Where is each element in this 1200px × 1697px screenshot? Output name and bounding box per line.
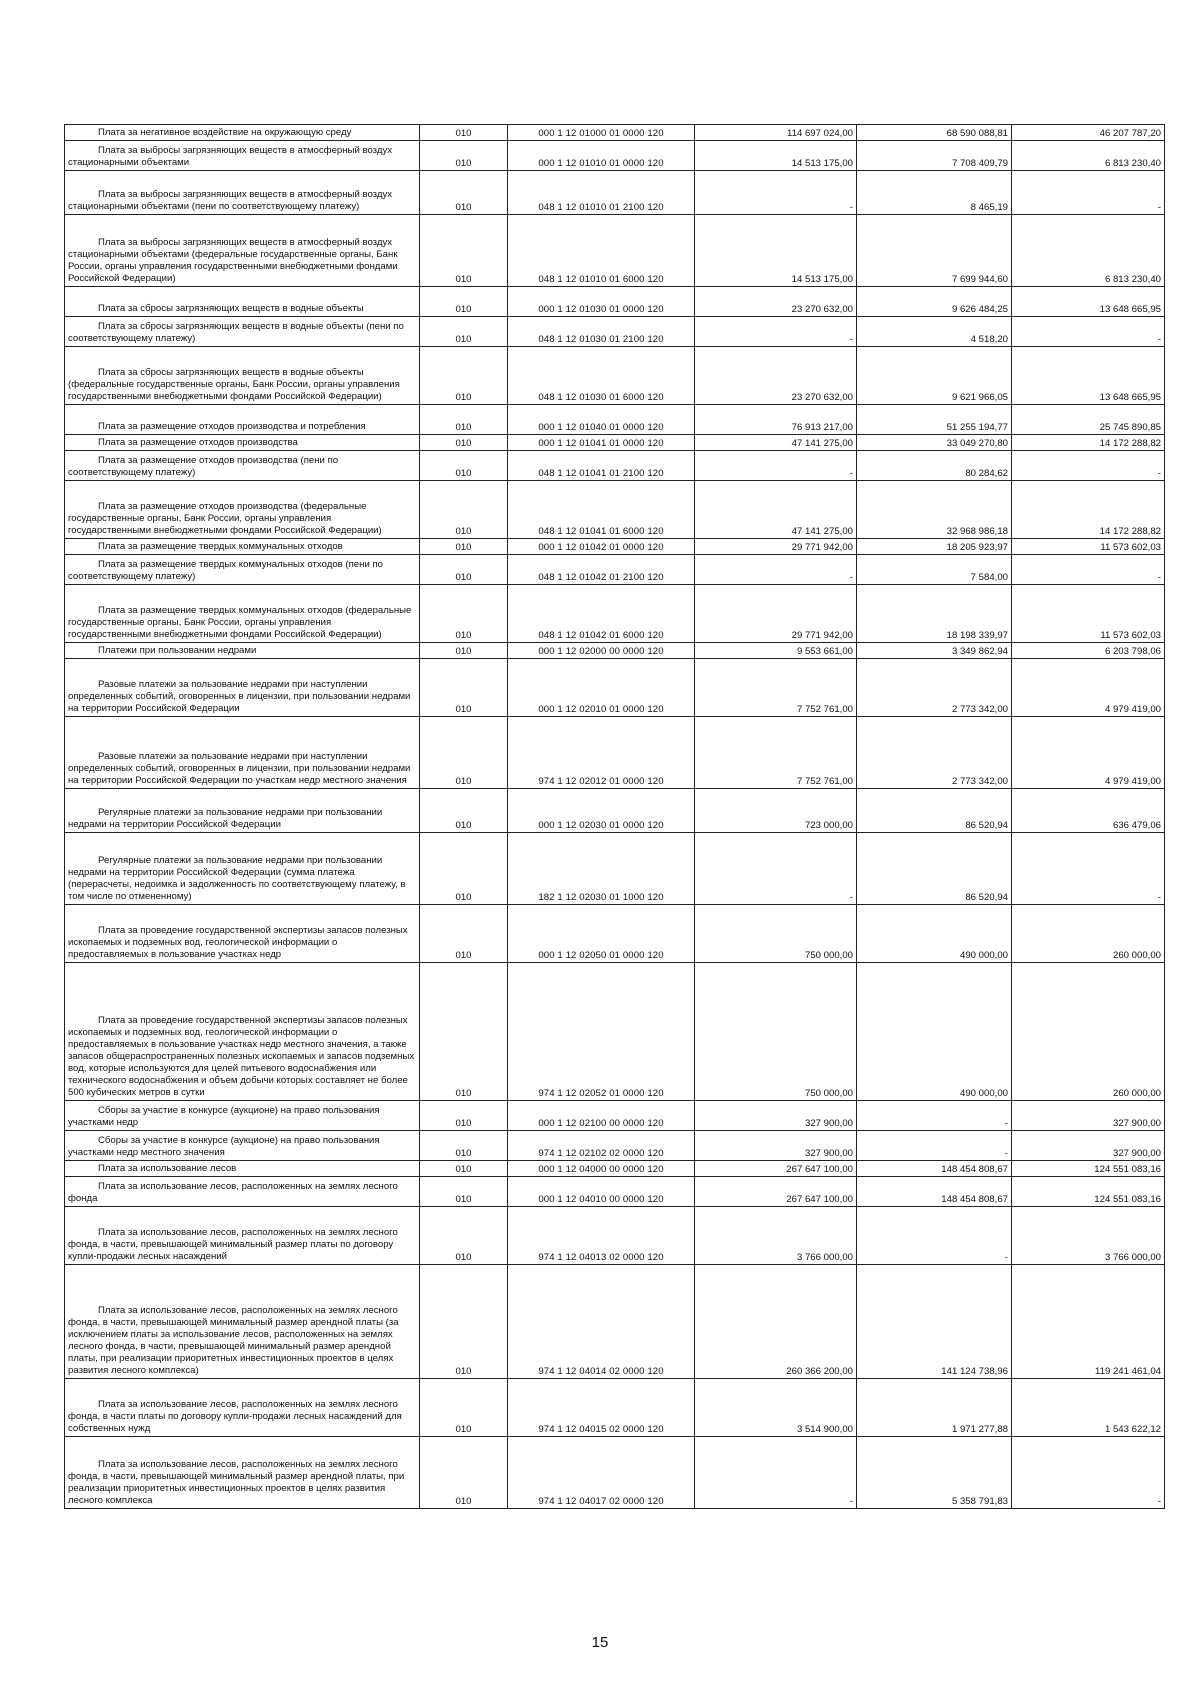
row-name-text: Регулярные платежи за пользование недрами при пользовании недрами на территории Российской Федерации (сумма платежа (перерасчеты, недоимка и задолженность по соответствующему платежу, в том числе по отмененному) (68, 855, 406, 902)
row-executed-amount: 7 584,00 (857, 555, 1012, 585)
row-name (65, 539, 420, 555)
table-row (65, 141, 1165, 171)
row-kbk: 000 1 12 01042 01 0000 120 (508, 539, 695, 555)
row-code: 010 (420, 833, 508, 905)
row-name (65, 555, 420, 585)
table-row (65, 125, 1165, 141)
row-approved-amount: 29 771 942,00 (695, 585, 857, 643)
row-name (65, 789, 420, 833)
row-name-text: Плата за проведение государственной экспертизы запасов полезных ископаемых и подземных вод, геологической информации о предоставляемых в пользование участках недр местного значения, а также запасов общераспространенных полезных ископаемых и запасов подземных вод, которые используются для целей питьевого водоснабжения или технического водоснабжения и объем добычи которых составляет не более 500 кубических метров в сутки (68, 1015, 415, 1098)
row-executed-amount: - (857, 1131, 1012, 1161)
row-approved-amount: 327 900,00 (695, 1131, 857, 1161)
table-row (65, 317, 1165, 347)
row-kbk: 048 1 12 01041 01 2100 120 (508, 451, 695, 481)
row-approved-amount: - (695, 171, 857, 215)
table-row (65, 451, 1165, 481)
table-row (65, 659, 1165, 717)
row-unexecuted-amount: 25 745 890,85 (1012, 405, 1165, 435)
row-kbk: 000 1 12 02050 01 0000 120 (508, 905, 695, 963)
row-unexecuted-amount: 46 207 787,20 (1012, 125, 1165, 141)
row-code: 010 (420, 659, 508, 717)
row-unexecuted-amount: 14 172 288,82 (1012, 435, 1165, 451)
row-kbk: 974 1 12 04015 02 0000 120 (508, 1379, 695, 1437)
row-kbk: 974 1 12 04014 02 0000 120 (508, 1265, 695, 1379)
row-unexecuted-amount: 124 551 083,16 (1012, 1161, 1165, 1177)
row-kbk: 048 1 12 01042 01 2100 120 (508, 555, 695, 585)
row-name-text: Плата за выбросы загрязняющих веществ в атмосферный воздух стационарными объектами (68, 145, 393, 168)
row-executed-amount: 86 520,94 (857, 789, 1012, 833)
row-code: 010 (420, 1101, 508, 1131)
row-approved-amount: - (695, 451, 857, 481)
row-name (65, 287, 420, 317)
table-row (65, 1177, 1165, 1207)
row-unexecuted-amount: 260 000,00 (1012, 905, 1165, 963)
row-code: 010 (420, 435, 508, 451)
row-executed-amount: - (857, 1207, 1012, 1265)
row-kbk: 000 1 12 01040 01 0000 120 (508, 405, 695, 435)
row-executed-amount: 68 590 088,81 (857, 125, 1012, 141)
row-code: 010 (420, 963, 508, 1101)
row-kbk: 000 1 12 02030 01 0000 120 (508, 789, 695, 833)
row-approved-amount: 47 141 275,00 (695, 435, 857, 451)
row-kbk: 974 1 12 02102 02 0000 120 (508, 1131, 695, 1161)
table-row (65, 1379, 1165, 1437)
row-kbk: 000 1 12 04010 00 0000 120 (508, 1177, 695, 1207)
table-row (65, 1207, 1165, 1265)
row-name (65, 317, 420, 347)
row-name-text: Регулярные платежи за пользование недрами при пользовании недрами на территории Российской Федерации (68, 807, 383, 830)
row-approved-amount: 267 647 100,00 (695, 1177, 857, 1207)
row-name (65, 125, 420, 141)
row-name (65, 435, 420, 451)
row-code: 010 (420, 539, 508, 555)
table-row (65, 171, 1165, 215)
row-code: 010 (420, 789, 508, 833)
row-approved-amount: 114 697 024,00 (695, 125, 857, 141)
row-unexecuted-amount: 14 172 288,82 (1012, 481, 1165, 539)
row-approved-amount: - (695, 555, 857, 585)
row-name (65, 171, 420, 215)
row-name-text: Плата за использование лесов, расположенных на землях лесного фонда, в части, превышающей минимальный размер арендной платы (за исключением платы за использование лесов, расположенных на землях лесного фонда, в части, превышающей минимальный размер арендной платы, при реализации приоритетных инвестиционных проектов в целях развития лесного комплекса) (68, 1305, 399, 1376)
row-unexecuted-amount: 4 979 419,00 (1012, 717, 1165, 789)
row-name (65, 1131, 420, 1161)
row-name-text: Плата за размещение отходов производства (98, 437, 298, 448)
table-row (65, 405, 1165, 435)
row-executed-amount: 7 699 944,60 (857, 215, 1012, 287)
row-code: 010 (420, 405, 508, 435)
row-approved-amount: 3 514 900,00 (695, 1379, 857, 1437)
row-executed-amount: - (857, 1101, 1012, 1131)
row-unexecuted-amount: - (1012, 833, 1165, 905)
row-executed-amount: 2 773 342,00 (857, 717, 1012, 789)
row-name (65, 643, 420, 659)
row-unexecuted-amount: 327 900,00 (1012, 1131, 1165, 1161)
row-unexecuted-amount: - (1012, 171, 1165, 215)
row-name-text: Сборы за участие в конкурсе (аукционе) на право пользования участками недр (68, 1105, 380, 1128)
row-approved-amount: 23 270 632,00 (695, 287, 857, 317)
row-approved-amount: 750 000,00 (695, 905, 857, 963)
row-name-text: Платежи при пользовании недрами (98, 645, 257, 656)
row-executed-amount: 490 000,00 (857, 905, 1012, 963)
row-name-text: Плата за использование лесов, расположенных на землях лесного фонда, в части платы по договору купли-продажи лесных насаждений для собственных нужд (68, 1399, 402, 1434)
revenue-table (64, 124, 1165, 1509)
row-unexecuted-amount: 1 543 622,12 (1012, 1379, 1165, 1437)
row-executed-amount: 3 349 862,94 (857, 643, 1012, 659)
row-code: 010 (420, 1437, 508, 1509)
row-unexecuted-amount: 6 813 230,40 (1012, 215, 1165, 287)
row-kbk: 048 1 12 01010 01 6000 120 (508, 215, 695, 287)
row-kbk: 048 1 12 01042 01 6000 120 (508, 585, 695, 643)
table-row (65, 833, 1165, 905)
row-executed-amount: 8 465,19 (857, 171, 1012, 215)
row-name-text: Плата за размещение отходов производства (пени по соответствующему платежу) (68, 455, 339, 478)
row-unexecuted-amount: 4 979 419,00 (1012, 659, 1165, 717)
table-row (65, 1131, 1165, 1161)
row-code: 010 (420, 347, 508, 405)
row-code: 010 (420, 1161, 508, 1177)
table-row (65, 585, 1165, 643)
table-row (65, 1161, 1165, 1177)
row-name (65, 585, 420, 643)
row-name-text: Плата за использование лесов, расположенных на землях лесного фонда, в части, превышающей минимальный размер арендной платы, при реализации приоритетных инвестиционных проектов в целях развития лесного комплекса (68, 1459, 405, 1506)
row-executed-amount: 86 520,94 (857, 833, 1012, 905)
row-kbk: 000 1 12 02010 01 0000 120 (508, 659, 695, 717)
row-approved-amount: 260 366 200,00 (695, 1265, 857, 1379)
row-code: 010 (420, 585, 508, 643)
row-name-text: Плата за проведение государственной экспертизы запасов полезных ископаемых и подземных вод, геологической информации о предоставляемых в пользование участках недр (68, 925, 408, 960)
row-approved-amount: 29 771 942,00 (695, 539, 857, 555)
row-unexecuted-amount: 11 573 602,03 (1012, 585, 1165, 643)
row-name-text: Плата за размещение твердых коммунальных отходов (пени по соответствующему платежу) (68, 559, 383, 582)
row-kbk: 000 1 12 01030 01 0000 120 (508, 287, 695, 317)
row-name (65, 347, 420, 405)
row-name (65, 963, 420, 1101)
table-row (65, 555, 1165, 585)
row-approved-amount: 3 766 000,00 (695, 1207, 857, 1265)
row-executed-amount: 148 454 808,67 (857, 1161, 1012, 1177)
row-executed-amount: 33 049 270,80 (857, 435, 1012, 451)
row-unexecuted-amount: - (1012, 317, 1165, 347)
row-executed-amount: 141 124 738,96 (857, 1265, 1012, 1379)
row-executed-amount: 148 454 808,67 (857, 1177, 1012, 1207)
row-name-text: Плата за использование лесов, расположенных на землях лесного фонда, в части, превышающей минимальный размер платы по договору купли-продажи лесных насаждений (68, 1227, 398, 1262)
row-approved-amount: - (695, 833, 857, 905)
row-kbk: 000 1 12 01010 01 0000 120 (508, 141, 695, 171)
table-row (65, 435, 1165, 451)
row-name (65, 451, 420, 481)
page-number: 15 (591, 1634, 609, 1651)
row-approved-amount: 14 513 175,00 (695, 215, 857, 287)
row-name (65, 481, 420, 539)
row-kbk: 182 1 12 02030 01 1000 120 (508, 833, 695, 905)
row-kbk: 974 1 12 04017 02 0000 120 (508, 1437, 695, 1509)
row-name (65, 1101, 420, 1131)
row-approved-amount: 76 913 217,00 (695, 405, 857, 435)
row-code: 010 (420, 171, 508, 215)
row-kbk: 974 1 12 02012 01 0000 120 (508, 717, 695, 789)
table-row (65, 1265, 1165, 1379)
table-row (65, 905, 1165, 963)
row-name-text: Плата за сбросы загрязняющих веществ в водные объекты (98, 303, 364, 314)
table-row (65, 481, 1165, 539)
row-name (65, 405, 420, 435)
row-executed-amount: 1 971 277,88 (857, 1379, 1012, 1437)
row-executed-amount: 7 708 409,79 (857, 141, 1012, 171)
row-kbk: 048 1 12 01030 01 2100 120 (508, 317, 695, 347)
row-code: 010 (420, 1379, 508, 1437)
row-approved-amount: 7 752 761,00 (695, 659, 857, 717)
row-name (65, 1207, 420, 1265)
row-code: 010 (420, 451, 508, 481)
row-code: 010 (420, 481, 508, 539)
row-name (65, 833, 420, 905)
row-name (65, 141, 420, 171)
row-code: 010 (420, 717, 508, 789)
row-kbk: 048 1 12 01041 01 6000 120 (508, 481, 695, 539)
row-approved-amount: 23 270 632,00 (695, 347, 857, 405)
table-row (65, 347, 1165, 405)
table-row (65, 1437, 1165, 1509)
row-code: 010 (420, 215, 508, 287)
row-name (65, 1177, 420, 1207)
row-name (65, 215, 420, 287)
table-row (65, 717, 1165, 789)
table-row (65, 539, 1165, 555)
row-executed-amount: 2 773 342,00 (857, 659, 1012, 717)
row-kbk: 974 1 12 04013 02 0000 120 (508, 1207, 695, 1265)
row-unexecuted-amount: 11 573 602,03 (1012, 539, 1165, 555)
report-sheet (64, 124, 1164, 1509)
row-approved-amount: 267 647 100,00 (695, 1161, 857, 1177)
row-unexecuted-amount: 6 813 230,40 (1012, 141, 1165, 171)
row-kbk: 000 1 12 01000 01 0000 120 (508, 125, 695, 141)
row-code: 010 (420, 287, 508, 317)
row-approved-amount: 7 752 761,00 (695, 717, 857, 789)
row-unexecuted-amount: - (1012, 451, 1165, 481)
row-kbk: 000 1 12 04000 00 0000 120 (508, 1161, 695, 1177)
row-executed-amount: 4 518,20 (857, 317, 1012, 347)
row-approved-amount: 9 553 661,00 (695, 643, 857, 659)
row-executed-amount: 51 255 194,77 (857, 405, 1012, 435)
row-approved-amount: 750 000,00 (695, 963, 857, 1101)
row-approved-amount: 327 900,00 (695, 1101, 857, 1131)
row-executed-amount: 18 198 339,97 (857, 585, 1012, 643)
row-name-text: Плата за использование лесов, расположенных на землях лесного фонда (68, 1181, 398, 1204)
row-code: 010 (420, 1177, 508, 1207)
row-code: 010 (420, 317, 508, 347)
row-code: 010 (420, 1265, 508, 1379)
table-row (65, 1101, 1165, 1131)
row-executed-amount: 18 205 923,97 (857, 539, 1012, 555)
row-unexecuted-amount: 119 241 461,04 (1012, 1265, 1165, 1379)
row-unexecuted-amount: 636 479,06 (1012, 789, 1165, 833)
row-name-text: Плата за использование лесов (98, 1163, 237, 1174)
row-code: 010 (420, 905, 508, 963)
table-row (65, 643, 1165, 659)
row-name-text: Сборы за участие в конкурсе (аукционе) на право пользования участками недр местного значения (68, 1135, 380, 1158)
row-name-text: Плата за выбросы загрязняющих веществ в атмосферный воздух стационарными объектами (федеральные государственные органы, Банк России, органы управления государственными внебюджетными фондами Российской Федерации) (68, 237, 398, 284)
table-row (65, 789, 1165, 833)
table-row (65, 287, 1165, 317)
row-name-text: Разовые платежи за пользование недрами при наступлении определенных событий, оговоренных в лицензии, при пользовании недрами на территории Российской Федерации (68, 679, 411, 714)
row-unexecuted-amount: 3 766 000,00 (1012, 1207, 1165, 1265)
row-unexecuted-amount: 124 551 083,16 (1012, 1177, 1165, 1207)
row-executed-amount: 490 000,00 (857, 963, 1012, 1101)
row-name-text: Плата за сбросы загрязняющих веществ в водные объекты (пени по соответствующему платежу) (68, 321, 404, 344)
row-name-text: Разовые платежи за пользование недрами при наступлении определенных событий, оговоренных в лицензии, при пользовании недрами на территории Российской Федерации по участкам недр местного значения (68, 751, 411, 786)
row-code: 010 (420, 141, 508, 171)
row-code: 010 (420, 643, 508, 659)
row-executed-amount: 32 968 986,18 (857, 481, 1012, 539)
row-unexecuted-amount: - (1012, 1437, 1165, 1509)
row-name-text: Плата за негативное воздействие на окружающую среду (98, 127, 352, 138)
row-name (65, 659, 420, 717)
row-unexecuted-amount: 13 648 665,95 (1012, 287, 1165, 317)
row-name-text: Плата за размещение твердых коммунальных отходов (98, 541, 343, 552)
row-kbk: 048 1 12 01010 01 2100 120 (508, 171, 695, 215)
row-approved-amount: 723 000,00 (695, 789, 857, 833)
row-kbk: 048 1 12 01030 01 6000 120 (508, 347, 695, 405)
row-executed-amount: 80 284,62 (857, 451, 1012, 481)
row-unexecuted-amount: 260 000,00 (1012, 963, 1165, 1101)
row-unexecuted-amount: 327 900,00 (1012, 1101, 1165, 1131)
row-unexecuted-amount: 6 203 798,06 (1012, 643, 1165, 659)
row-kbk: 000 1 12 01041 01 0000 120 (508, 435, 695, 451)
revenue-table-body (65, 125, 1165, 1509)
row-unexecuted-amount: - (1012, 555, 1165, 585)
row-code: 010 (420, 125, 508, 141)
row-kbk: 000 1 12 02100 00 0000 120 (508, 1101, 695, 1131)
table-row (65, 963, 1165, 1101)
row-name-text: Плата за размещение отходов производства и потребления (98, 421, 366, 432)
row-name (65, 905, 420, 963)
row-kbk: 000 1 12 02000 00 0000 120 (508, 643, 695, 659)
table-row (65, 215, 1165, 287)
row-unexecuted-amount: 13 648 665,95 (1012, 347, 1165, 405)
row-name (65, 1265, 420, 1379)
row-name-text: Плата за выбросы загрязняющих веществ в атмосферный воздух стационарными объектами (пени по соответствующему платежу) (68, 189, 393, 212)
row-name (65, 1437, 420, 1509)
row-name (65, 1161, 420, 1177)
row-approved-amount: 14 513 175,00 (695, 141, 857, 171)
row-name-text: Плата за сбросы загрязняющих веществ в водные объекты (федеральные государственные органы, Банк России, органы управления государственными внебюджетными фондами Российской Федерации) (68, 367, 400, 402)
row-approved-amount: - (695, 1437, 857, 1509)
row-kbk: 974 1 12 02052 01 0000 120 (508, 963, 695, 1101)
row-name (65, 717, 420, 789)
row-executed-amount: 9 626 484,25 (857, 287, 1012, 317)
row-name-text: Плата за размещение твердых коммунальных отходов (федеральные государственные органы, Банк России, органы управления государственными внебюджетными фондами Российской Федерации) (68, 605, 412, 640)
row-code: 010 (420, 1131, 508, 1161)
row-name (65, 1379, 420, 1437)
row-executed-amount: 9 621 966,05 (857, 347, 1012, 405)
row-code: 010 (420, 1207, 508, 1265)
row-approved-amount: - (695, 317, 857, 347)
row-name-text: Плата за размещение отходов производства (федеральные государственные органы, Банк России, органы управления государственными внебюджетными фондами Российской Федерации) (68, 501, 382, 536)
row-code: 010 (420, 555, 508, 585)
row-approved-amount: 47 141 275,00 (695, 481, 857, 539)
row-executed-amount: 5 358 791,83 (857, 1437, 1012, 1509)
